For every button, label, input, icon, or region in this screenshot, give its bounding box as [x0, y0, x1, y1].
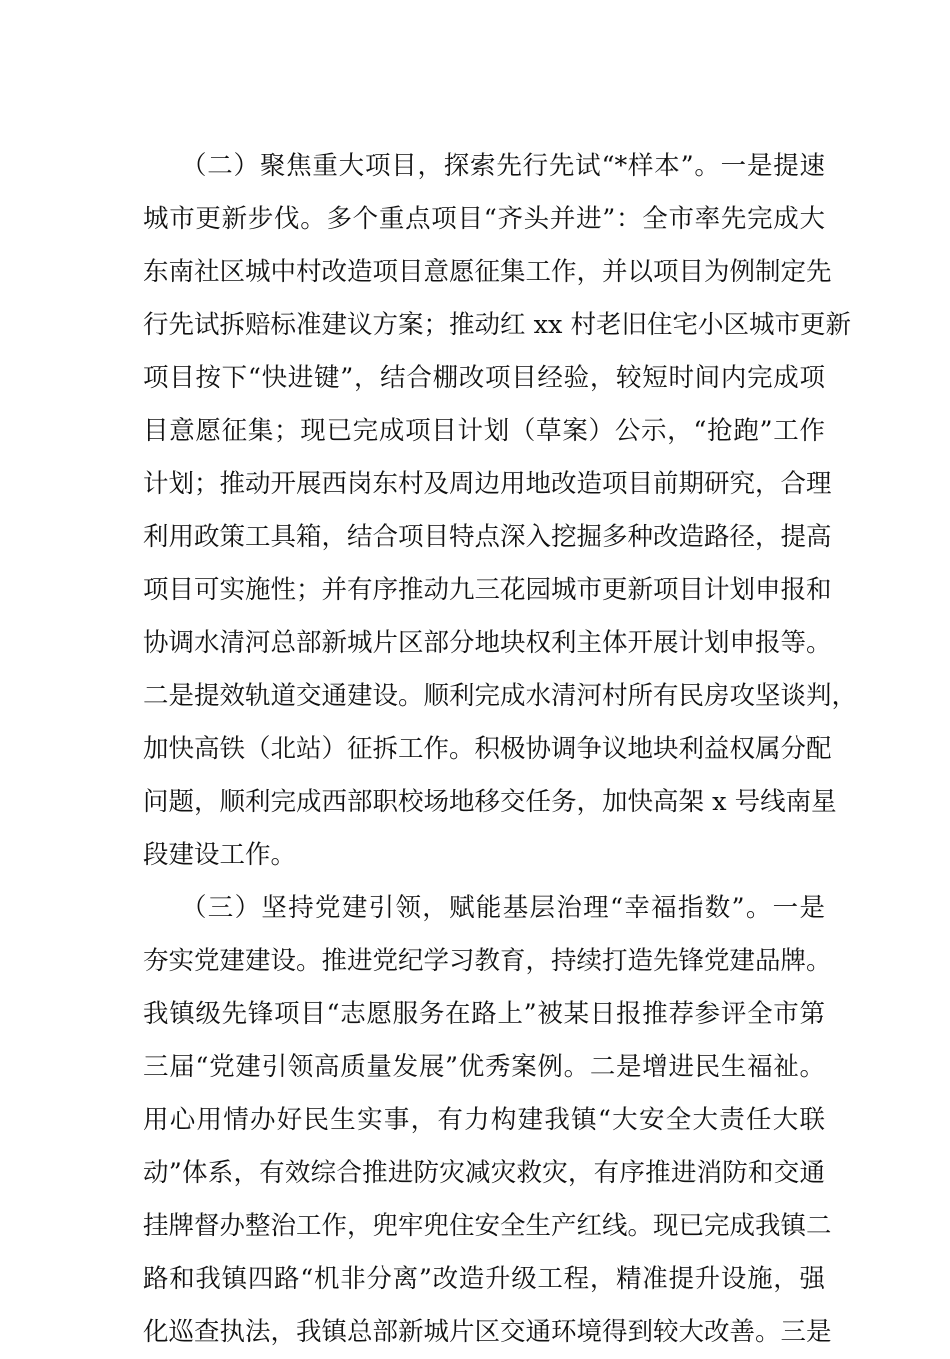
paragraph-line: 目意愿征集；现已完成项目计划（草案）公示，“抢跑”工作 [143, 416, 825, 446]
paragraph-line: （二）聚焦重大项目，探索先行先试“*样本”。一是提速 [181, 151, 825, 181]
paragraph-line: 三届“党建引领高质量发展”优秀案例。二是增进民生福祉。 [143, 1052, 825, 1082]
paragraph-line: 挂牌督办整治工作，兜牢兜住安全生产红线。现已完成我镇二 [143, 1211, 832, 1241]
paragraph-line: 我镇级先锋项目“志愿服务在路上”被某日报推荐参评全市第 [143, 999, 825, 1029]
paragraph-line: （三）坚持党建引领，赋能基层治理“幸福指数”。一是 [181, 893, 825, 923]
paragraph-line: 计划；推动开展西岗东村及周边用地改造项目前期研究，合理 [143, 469, 832, 499]
paragraph-line: 夯实党建建设。推进党纪学习教育，持续打造先锋党建品牌。 [143, 946, 832, 976]
paragraph-line: 化巡查执法，我镇总部新城片区交通环境得到较大改善。三是 [143, 1317, 832, 1347]
paragraph-line: 项目可实施性；并有序推动九三花园城市更新项目计划申报和 [143, 575, 832, 605]
paragraph-line: 利用政策工具箱，结合项目特点深入挖掘多种改造路径，提高 [143, 522, 832, 552]
paragraph-line: 段建设工作。 [143, 840, 297, 870]
paragraph-line: 城市更新步伐。多个重点项目“齐头并进”：全市率先完成大 [143, 204, 825, 234]
paragraph-line: 路和我镇四路“机非分离”改造升级工程，精准提升设施，强 [143, 1264, 825, 1294]
document-body [143, 140, 858, 1359]
paragraph-line: 项目按下“快进键”，结合棚改项目经验，较短时间内完成项 [143, 363, 825, 393]
paragraph-line: 行先试拆赔标准建议方案；推动红 xx 村老旧住宅小区城市更新 [143, 310, 851, 340]
paragraph-line: 协调水清河总部新城片区部分地块权利主体开展计划申报等。 [143, 628, 832, 658]
paragraph-line: 二是提效轨道交通建设。顺利完成水清河村所有民房攻坚谈判， [143, 681, 858, 711]
paragraph-line: 加快高铁（北站）征拆工作。积极协调争议地块利益权属分配 [143, 734, 832, 764]
paragraph-line: 东南社区城中村改造项目意愿征集工作，并以项目为例制定先 [143, 257, 832, 287]
paragraph-line: 动”体系，有效综合推进防灾减灾救灾，有序推进消防和交通 [143, 1158, 825, 1188]
paragraph-line: 问题，顺利完成西部职校场地移交任务，加快高架 x 号线南星 [143, 787, 837, 817]
paragraph-line: 用心用情办好民生实事，有力构建我镇“大安全大责任大联 [143, 1105, 825, 1135]
